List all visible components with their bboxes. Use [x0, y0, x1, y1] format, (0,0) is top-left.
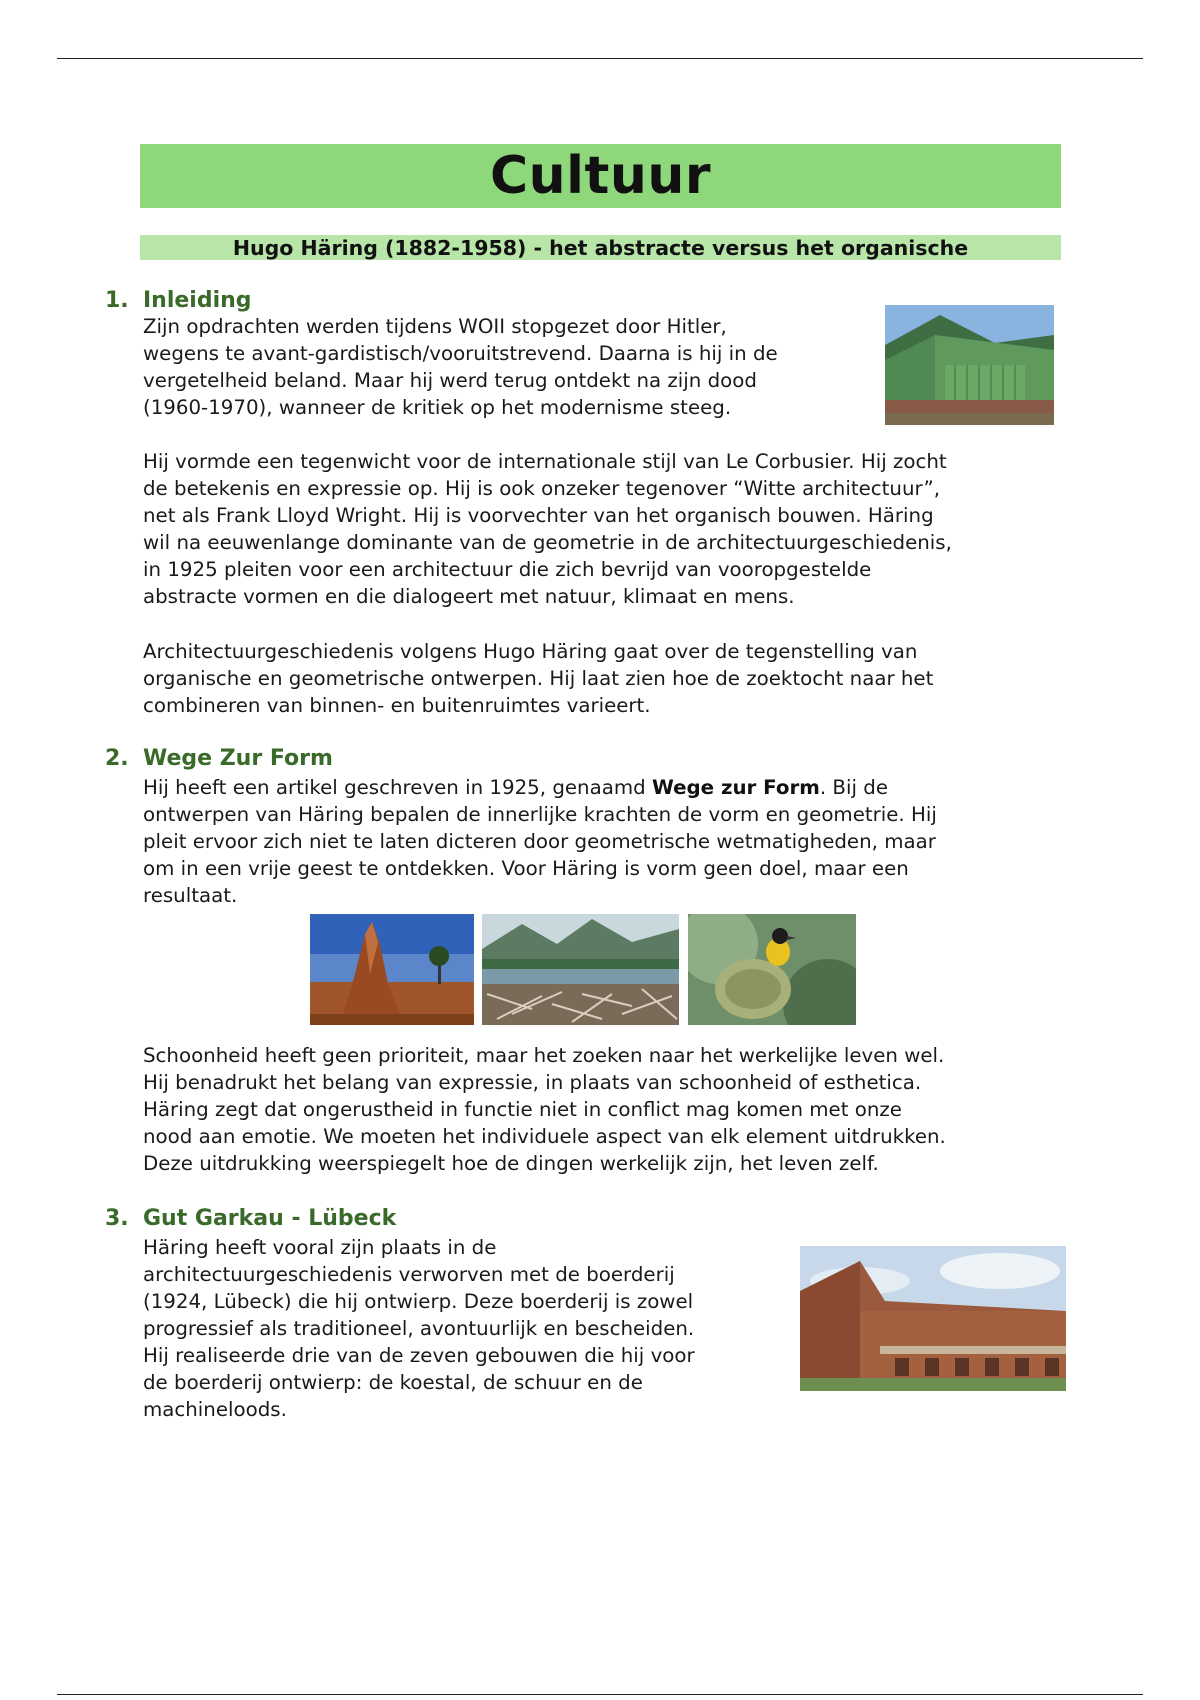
title-banner: [140, 144, 1061, 208]
top-rule: [57, 58, 1143, 59]
weaver-bird-nest-photo: [688, 914, 856, 1025]
paragraph-wege-zur-form-1: Hij heeft een artikel geschreven in 1925, genaamd Wege zur Form. Bij de ontwerpen van Häring bepalen de innerlijke krachten de vorm en geometrie. Hij pleit ervoor zich niet te laten dicteren door geometrische wetmatigheden, maar om in een vrije geest te ontdekken. Voor Häring is vorm geen doel, maar een resultaat.: [143, 776, 937, 907]
building-photo-green-facade: [885, 305, 1054, 425]
page-title: Cultuur: [489, 146, 712, 206]
paragraph-inleiding-2: Hij vormde een tegenwicht voor de internationale stijl van Le Corbusier. Hij zocht de betekenis en expressie op. Hij is ook onzeker tegenover “Witte architectuur”, net als Frank Lloyd Wright. Hij is voorvechter van het organisch bouwen. Häring wil na eeuwenlange dominante van de geometrie in de architectuurgeschiedenis, in 1925 pleiten voor een architectuur die zich bevrijd van vooropgestelde abstracte vormen en die dialogeert met natuur, klimaat en mens.: [143, 450, 952, 608]
paragraph-wege-zur-form-2: Schoonheid heeft geen prioriteit, maar het zoeken naar het werkelijke leven wel. Hij benadrukt het belang van expressie, in plaats van schoonheid of esthetica. Häring zegt dat ongerustheid in functie niet in conflict mag komen met onze nood aan emotie. We moeten het individuele aspect van elk element uitdrukken. Deze uitdrukking weerspiegelt hoe de dingen werkelijk zijn, het leven zelf.: [143, 1044, 946, 1175]
section-heading-wege-zur-form: [105, 746, 333, 772]
section-heading-gut-garkau: [105, 1206, 396, 1232]
section-number: 3.: [105, 1206, 129, 1231]
section-title: Gut Garkau - Lübeck: [143, 1206, 397, 1231]
bottom-rule: [57, 1694, 1143, 1695]
gut-garkau-farm-photo: [800, 1246, 1066, 1391]
subtitle-banner: [140, 235, 1061, 260]
section-title: Inleiding: [143, 288, 252, 313]
termite-mound-photo: [310, 914, 474, 1025]
paragraph-gut-garkau: Häring heeft vooral zijn plaats in de architectuurgeschiedenis verworven met de boerderij (1924, Lübeck) die hij ontwierp. Deze boerderij is zowel progressief als traditioneel, avontuurlijk en bescheiden. Hij realiseerde drie van de zeven gebouwen die hij voor de boerderij ontwierp: de koestal, de schuur en de machineloods.: [143, 1236, 695, 1421]
beaver-dam-photo: [482, 914, 679, 1025]
paragraph-inleiding-3: Architectuurgeschiedenis volgens Hugo Häring gaat over de tegenstelling van organische en geometrische ontwerpen. Hij laat zien hoe de zoektocht naar het combineren van binnen- en buitenruimtes varieert.: [143, 640, 934, 717]
section-title: Wege Zur Form: [143, 746, 333, 771]
paragraph-inleiding-1: Zijn opdrachten werden tijdens WOII stopgezet door Hitler, wegens te avant-gardistisch/vooruitstrevend. Daarna is hij in de vergetelheid beland. Maar hij werd terug ontdekt na zijn dood (1960-1970), wanneer de kritiek op het modernisme steeg.: [143, 315, 778, 419]
section-heading-inleiding: [105, 288, 252, 314]
section-number: 1.: [105, 288, 129, 313]
section-number: 2.: [105, 746, 129, 771]
page-subtitle: Hugo Häring (1882-1958) - het abstracte versus het organische: [232, 235, 969, 260]
bold-term: Wege zur Form: [651, 776, 820, 799]
